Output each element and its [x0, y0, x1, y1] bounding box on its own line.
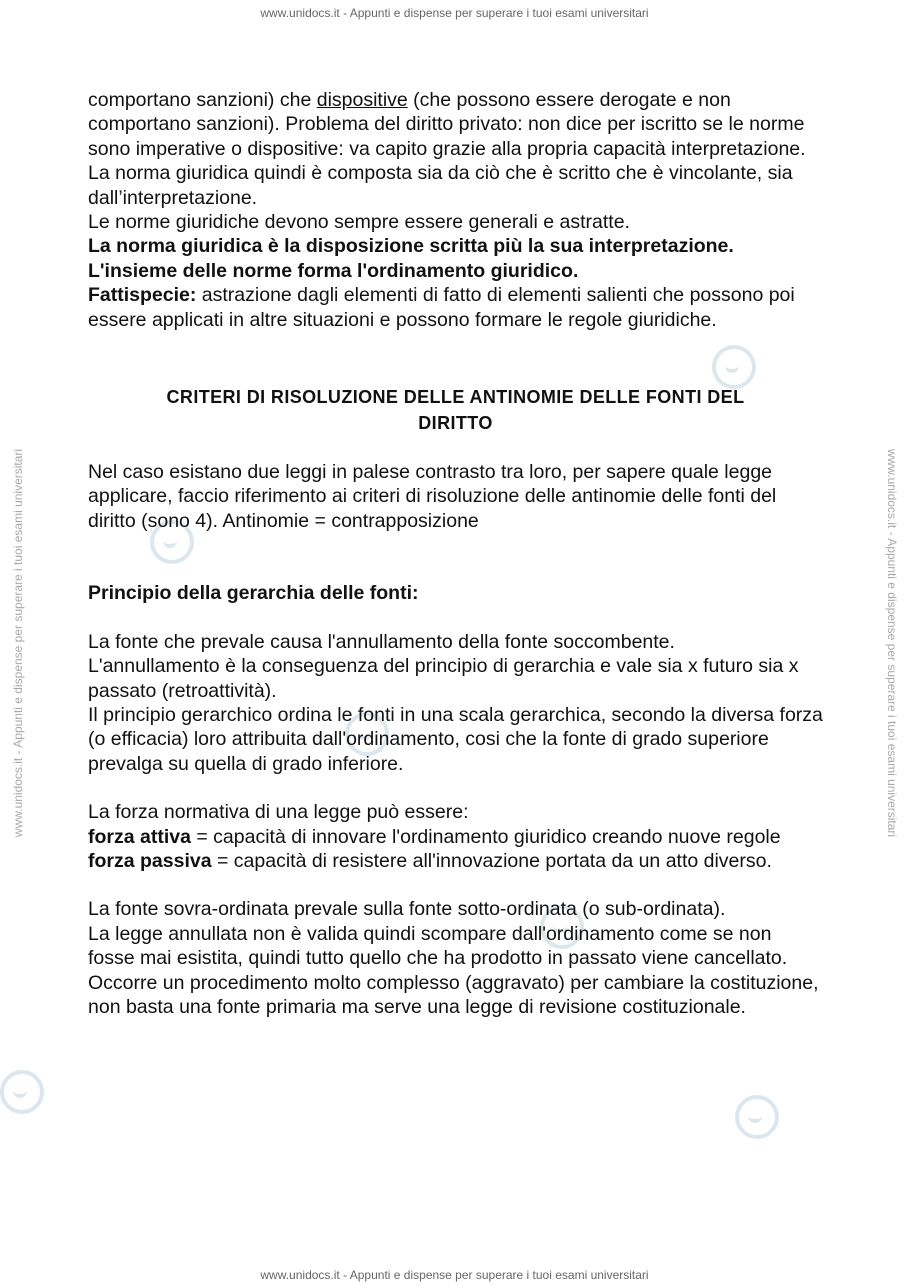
document-body [88, 88, 823, 1019]
paragraph-dispositive [88, 88, 823, 210]
paragraph-fattispecie [88, 283, 823, 332]
paragraph-forza-passiva [88, 849, 823, 873]
section-title [88, 384, 823, 436]
section-title-line: DIRITTO [418, 413, 493, 434]
principle-heading [88, 581, 823, 605]
page-header-watermark: www.unidocs.it - Appunti e dispense per superare i tuoi esami universitari [260, 6, 649, 20]
bold-text: Principio della gerarchia delle fonti: [88, 582, 419, 605]
bold-text: La norma giuridica è la disposizione scritta più la sua interpretazione. [88, 235, 734, 258]
bold-statement-norma [88, 234, 823, 258]
text-span: comportano sanzioni) che [88, 89, 317, 111]
fattispecie-label: Fattispecie: [88, 284, 197, 307]
paragraph-generali: Le norme giuridiche devono sempre essere generali e astratte. [88, 211, 630, 234]
paragraph-annullamento: L'annullamento è la conseguenza del principio di gerarchia e vale sia x futuro sia x passato (retroattività). [88, 655, 799, 702]
side-watermark-left: www.unidocs.it - Appunti e dispense per superare i tuoi esami universitari [11, 448, 25, 838]
section-title-line: CRITERI DI RISOLUZIONE DELLE ANTINOMIE DELLE FONTI DEL [166, 387, 745, 408]
paragraph-principio-gerarchico: Il principio gerarchico ordina le fonti in una scala gerarchica, secondo la diversa forza (o efficacia) loro attribuita dall'ordinamento, cosi che la fonte di grado superiore prevalga su quella di grado inferiore. [88, 703, 823, 775]
paragraph-intro: Nel caso esistano due leggi in palese contrasto tra loro, per sapere quale legge applicare, faccio riferimento ai criteri di risoluzione delle antinomie delle fonti del diritto (sono 4). Antinomie = contrapposizione [88, 461, 777, 532]
underlined-term: dispositive [316, 89, 408, 111]
logo-watermark-icon [0, 1070, 44, 1114]
logo-watermark-icon [735, 1095, 779, 1139]
side-watermark-right: www.unidocs.it - Appunti e dispense per superare i tuoi esami universitari [885, 448, 899, 838]
text-span: (che possono essere derogate e non comportano sanzioni). Problema del diritto privato: non dice per iscritto se le norme sono imperative o dispositive: va capito grazie alla propria capacità interpretazione. La norma giuridica quindi è composta sia da ciò che è scritto che è vincolante, sia dall’interpretazione. [88, 89, 806, 209]
paragraph-legge-annullata: La legge annullata non è valida quindi scompare dall'ordinamento come se non fosse mai esistita, quindi tutto quello che ha prodotto in passato viene cancellato. [88, 922, 788, 970]
forza-attiva-label: forza attiva [88, 825, 191, 848]
bold-text: L'insieme delle norme forma l'ordinamento giuridico. [88, 259, 579, 282]
text-span: astrazione dagli elementi di fatto di elementi salienti che possono poi essere applicati in altre situazioni e possono formare le regole giuridiche. [88, 284, 795, 331]
paragraph-forza-normativa: La forza normativa di una legge può essere: [88, 801, 469, 824]
paragraph-forza-attiva [88, 825, 823, 849]
forza-passiva-label: forza passiva [88, 849, 212, 872]
paragraph-procedimento: Occorre un procedimento molto complesso (aggravato) per cambiare la costituzione, non basta una fonte primaria ma serve una legge di revisione costituzionale. [88, 971, 819, 1018]
text-span: = capacità di resistere all'innovazione portata da un atto diverso. [211, 849, 772, 872]
text-span: = capacità di innovare l'ordinamento giuridico creando nuove regole [190, 825, 781, 848]
paragraph-fonte-prevale: La fonte che prevale causa l'annullamento della fonte soccombente. [88, 630, 675, 653]
bold-statement-ordinamento [88, 259, 823, 283]
paragraph-sovra-ordinata: La fonte sovra-ordinata prevale sulla fonte sotto-ordinata (o sub-ordinata). [88, 898, 726, 921]
page-footer-watermark: www.unidocs.it - Appunti e dispense per superare i tuoi esami universitari [260, 1268, 649, 1282]
